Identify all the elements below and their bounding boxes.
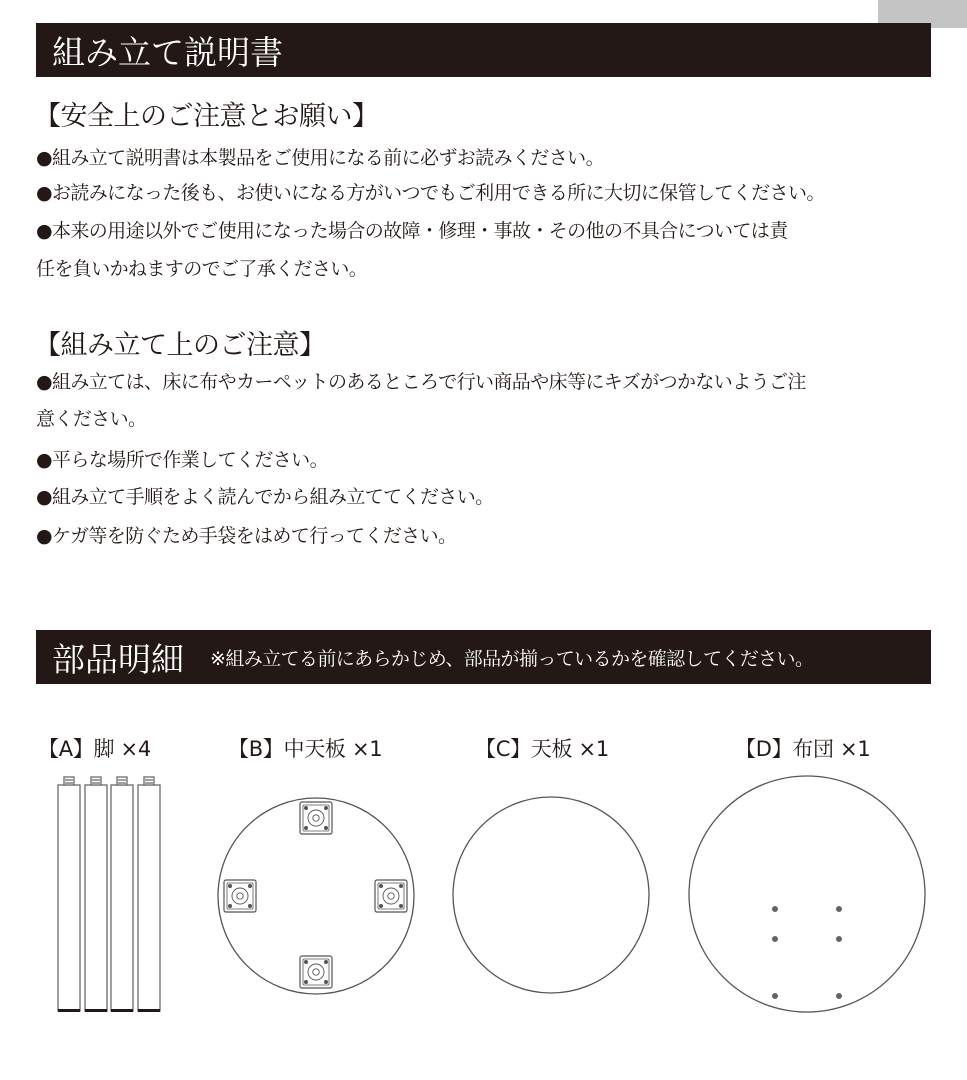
safety-line: ●お読みになった後も、お使いになる方がいつでもご利用できる所に大切に保管してください。 xyxy=(36,182,825,204)
document-title: 組み立て説明書 xyxy=(52,32,283,72)
assembly-line: ●平らな場所で作業してください。 xyxy=(36,449,328,471)
leg-icon xyxy=(50,772,170,1018)
part-label-d: 【D】布団 ×1 xyxy=(735,737,871,761)
part-label-a: 【A】脚 ×4 xyxy=(38,737,151,761)
top-board-icon xyxy=(450,794,654,998)
safety-line: 任を負いかねますのでご了承ください。 xyxy=(36,258,368,280)
part-label-c: 【C】天板 ×1 xyxy=(475,737,609,761)
assembly-line: 意ください。 xyxy=(36,408,147,430)
assembly-line: ●組み立ては、床に布やカーペットのあるところで行い商品や床等にキズがつかないようご注 xyxy=(36,371,806,393)
parts-note: ※組み立てる前にあらかじめ、部品が揃っているかを確認してください。 xyxy=(210,647,814,670)
middle-board-icon xyxy=(210,790,430,1010)
assembly-line: ●組み立て手順をよく読んでから組み立ててください。 xyxy=(36,486,494,508)
futon-icon xyxy=(686,774,932,1020)
part-label-b: 【B】中天板 ×1 xyxy=(228,737,383,761)
safety-heading: 【安全上のご注意とお願い】 xyxy=(34,101,379,132)
safety-line: ●本来の用途以外でご使用になった場合の故障・修理・事故・その他の不具合については責 xyxy=(36,220,788,242)
assembly-line: ●ケガ等を防ぐため手袋をはめて行ってください。 xyxy=(36,525,457,547)
document-title-bar xyxy=(36,23,931,77)
parts-list-bar xyxy=(36,630,931,684)
parts-title: 部品明細 xyxy=(52,639,184,679)
safety-line: ●組み立て説明書は本製品をご使用になる前に必ずお読みください。 xyxy=(36,147,604,169)
assembly-heading: 【組み立て上のご注意】 xyxy=(34,330,326,361)
